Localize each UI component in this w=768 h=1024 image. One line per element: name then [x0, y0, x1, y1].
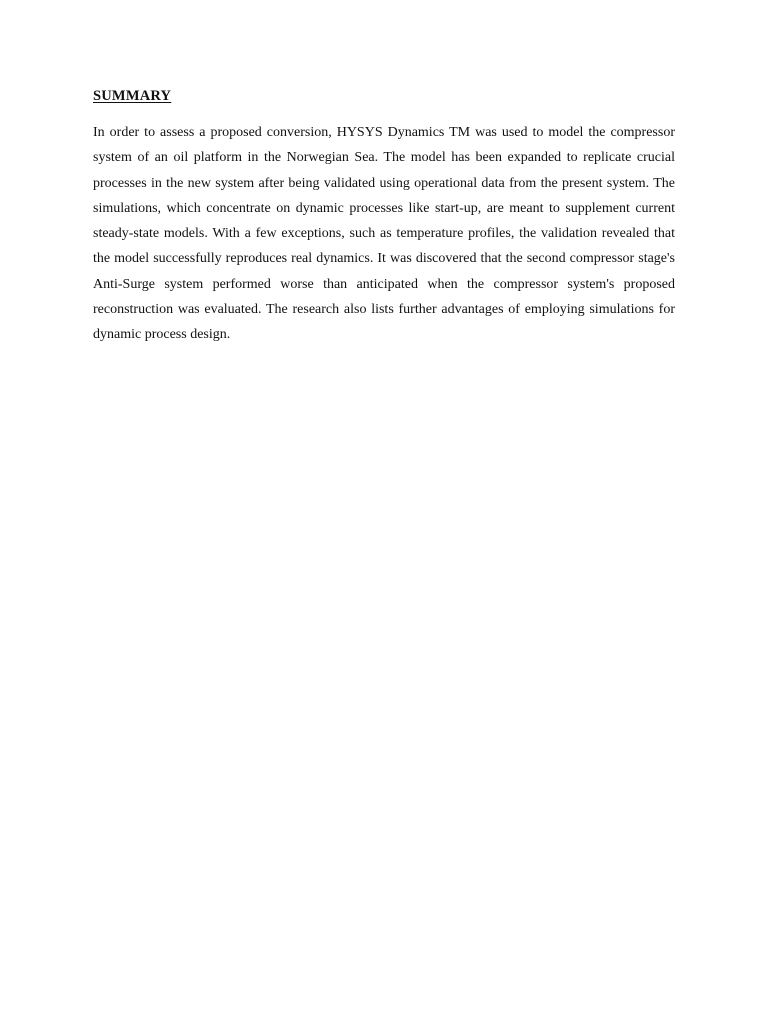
- section-heading: SUMMARY: [93, 88, 172, 104]
- summary-section: [93, 86, 675, 348]
- summary-paragraph: In order to assess a proposed conversion, HYSYS Dynamics TM was used to model the compressor system of an oil platform in the Norwegian Sea. The model has been expanded to replicate crucial processes in the new system after being validated using operational data from the present system. The simulations, which concentrate on dynamic processes like start-up, are meant to supplement current steady-state models. With a few exceptions, such as temperature profiles, the validation revealed that the model successfully reproduces real dynamics. It was discovered that the second compressor stage's Anti-Surge system performed worse than anticipated when the compressor system's proposed reconstruction was evaluated. The research also lists further advantages of employing simulations for dynamic process design.: [93, 125, 675, 343]
